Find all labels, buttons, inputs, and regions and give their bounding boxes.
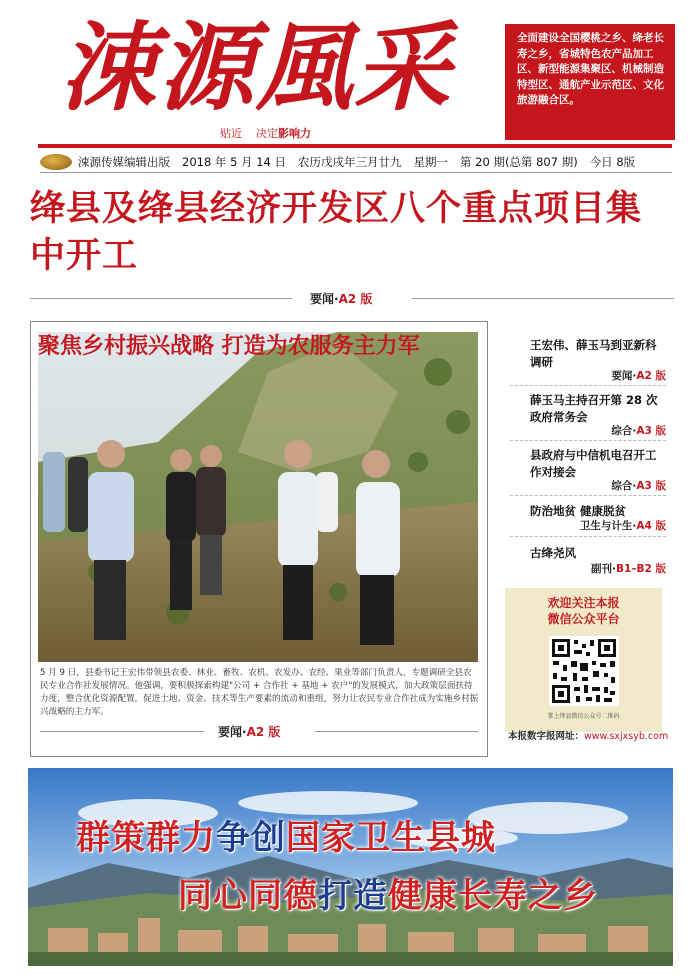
landscape-background xyxy=(28,768,673,966)
toc-item-title[interactable]: 县政府与中信机电召开工作对接会 xyxy=(530,448,657,479)
banner-2a: 同心同德 xyxy=(178,876,318,916)
toc-divider xyxy=(510,385,666,386)
wechat-panel xyxy=(505,588,662,732)
field-inspection-photo xyxy=(38,332,478,662)
toc-page: A4 版 xyxy=(636,520,666,532)
banner-slogan-2 xyxy=(178,876,598,916)
toc-item-ref[interactable]: 卫生与计生·A4 版 xyxy=(579,520,666,532)
wechat-title-line1: 欢迎关注本报 xyxy=(547,596,620,610)
county-intro-box: 全面建设全国樱桃之乡、绛老长寿之乡，省城特色农产品加工区、新型能源集聚区、机械制造特型区、通航产业示范区、文化旅游融合区。 xyxy=(505,24,675,140)
toc-section: 副刊 xyxy=(590,563,612,575)
digital-edition xyxy=(508,728,668,742)
qr-code-icon[interactable] xyxy=(549,636,619,706)
toc-section: 综合 xyxy=(611,425,633,437)
lead-story-title[interactable]: 聚焦乡村振兴战略 打造为农服务主力军 xyxy=(38,334,420,359)
toc-page: A2 版 xyxy=(636,370,666,382)
slogan xyxy=(220,125,311,141)
toc-item-ref[interactable]: 综合·A3 版 xyxy=(611,425,666,437)
banner-1c: 国家卫生县城 xyxy=(286,818,496,858)
main-headline[interactable]: 绛县及绛县经济开发区八个重点项目集中开工 xyxy=(30,189,643,276)
toc-divider xyxy=(510,495,666,496)
ref-page: A2 版 xyxy=(338,292,373,306)
lead-divider-left xyxy=(40,731,204,732)
health-county-banner xyxy=(28,768,673,966)
issue-date: 2018 年 5 月 14 日 xyxy=(182,154,286,169)
banner-2c: 健康长寿之乡 xyxy=(388,876,598,916)
banner-2b: 打造 xyxy=(318,876,388,916)
media-logo-icon xyxy=(40,154,72,170)
lead-photo-caption: 5 月 9 日，县委书记王宏伟带领县农委、林业、畜牧、农机、农发办、农经、果业等部门负责人，专题调研全县农民专业合作社发展情况。他强调，要积极探索构建"公司 + 合作社 + 基地 + 农户"的发展模式，加大政策层面扶持力度，整合优化资源配置，促进土地、资金、技术等生产要素的流动和重组，努力让农民专业合作社成为实施乡村振兴战略的主力军。 xyxy=(40,668,479,717)
qr-code-graphic xyxy=(549,636,619,706)
toc-divider xyxy=(510,536,666,537)
ref-label: 要闻 xyxy=(310,292,335,306)
masthead-rule xyxy=(38,144,672,148)
divider-right xyxy=(412,298,674,299)
digital-label: 本报数字报网址： xyxy=(508,731,585,742)
lead-ref-label: 要闻 xyxy=(218,725,243,739)
toc-item-ref[interactable]: 综合·A3 版 xyxy=(611,480,666,492)
toc-item-ref[interactable]: 要闻·A2 版 xyxy=(611,370,666,382)
banner-1a: 群策群力 xyxy=(76,818,216,858)
headline-page-ref[interactable]: 要闻·A2 版 xyxy=(310,292,373,306)
lead-page-ref[interactable]: 要闻·A2 版 xyxy=(218,725,281,739)
toc-divider xyxy=(510,440,666,441)
slogan-pre: 贴近 xyxy=(220,127,242,140)
toc-section: 要闻 xyxy=(611,370,633,382)
publisher: 涑源传媒编辑出版 xyxy=(78,154,170,169)
lead-ref-page: A2 版 xyxy=(246,725,281,739)
toc-item-title[interactable]: 薛玉马主持召开第 28 次政府常务会 xyxy=(530,393,658,424)
newspaper-title: 涑源風采 xyxy=(60,11,452,124)
divider-left xyxy=(30,298,292,299)
lunar-date: 农历戊戌年三月廿九 xyxy=(298,154,402,169)
page-count: 今日 8版 xyxy=(589,154,636,169)
banner-slogan-1 xyxy=(76,818,496,858)
weekday: 星期一 xyxy=(413,154,448,169)
toc-item-title[interactable]: 王宏伟、薛玉马到亚新科调研 xyxy=(530,338,657,369)
toc-section: 卫生与计生 xyxy=(579,520,633,532)
issue-bar xyxy=(40,151,672,173)
toc-item-title[interactable]: 防治地贫 健康脱贫 xyxy=(530,504,627,518)
slogan-post: 决定 xyxy=(256,127,278,140)
toc-page: A3 版 xyxy=(636,425,666,437)
toc-section: 综合 xyxy=(611,480,633,492)
toc-page: A3 版 xyxy=(636,480,666,492)
issue-number: 第 20 期(总第 807 期) xyxy=(460,154,578,169)
masthead xyxy=(0,0,700,150)
lead-divider-right xyxy=(315,731,478,732)
qr-note: 掌上绛县微信公众号二维码 xyxy=(547,713,620,720)
digital-url[interactable]: www.sxjxsyb.com xyxy=(584,731,669,742)
toc-page: B1–B2 版 xyxy=(615,563,666,575)
toc-item-ref[interactable]: 副刊·B1–B2 版 xyxy=(590,563,666,575)
wechat-title-line2: 微信公众平台 xyxy=(547,612,620,626)
toc-item-title[interactable]: 古绛尧风 xyxy=(530,546,576,560)
banner-1b: 争创 xyxy=(216,818,286,858)
wechat-title xyxy=(505,595,662,627)
photo-illustration xyxy=(38,332,478,662)
slogan-em: 影响力 xyxy=(278,127,311,140)
